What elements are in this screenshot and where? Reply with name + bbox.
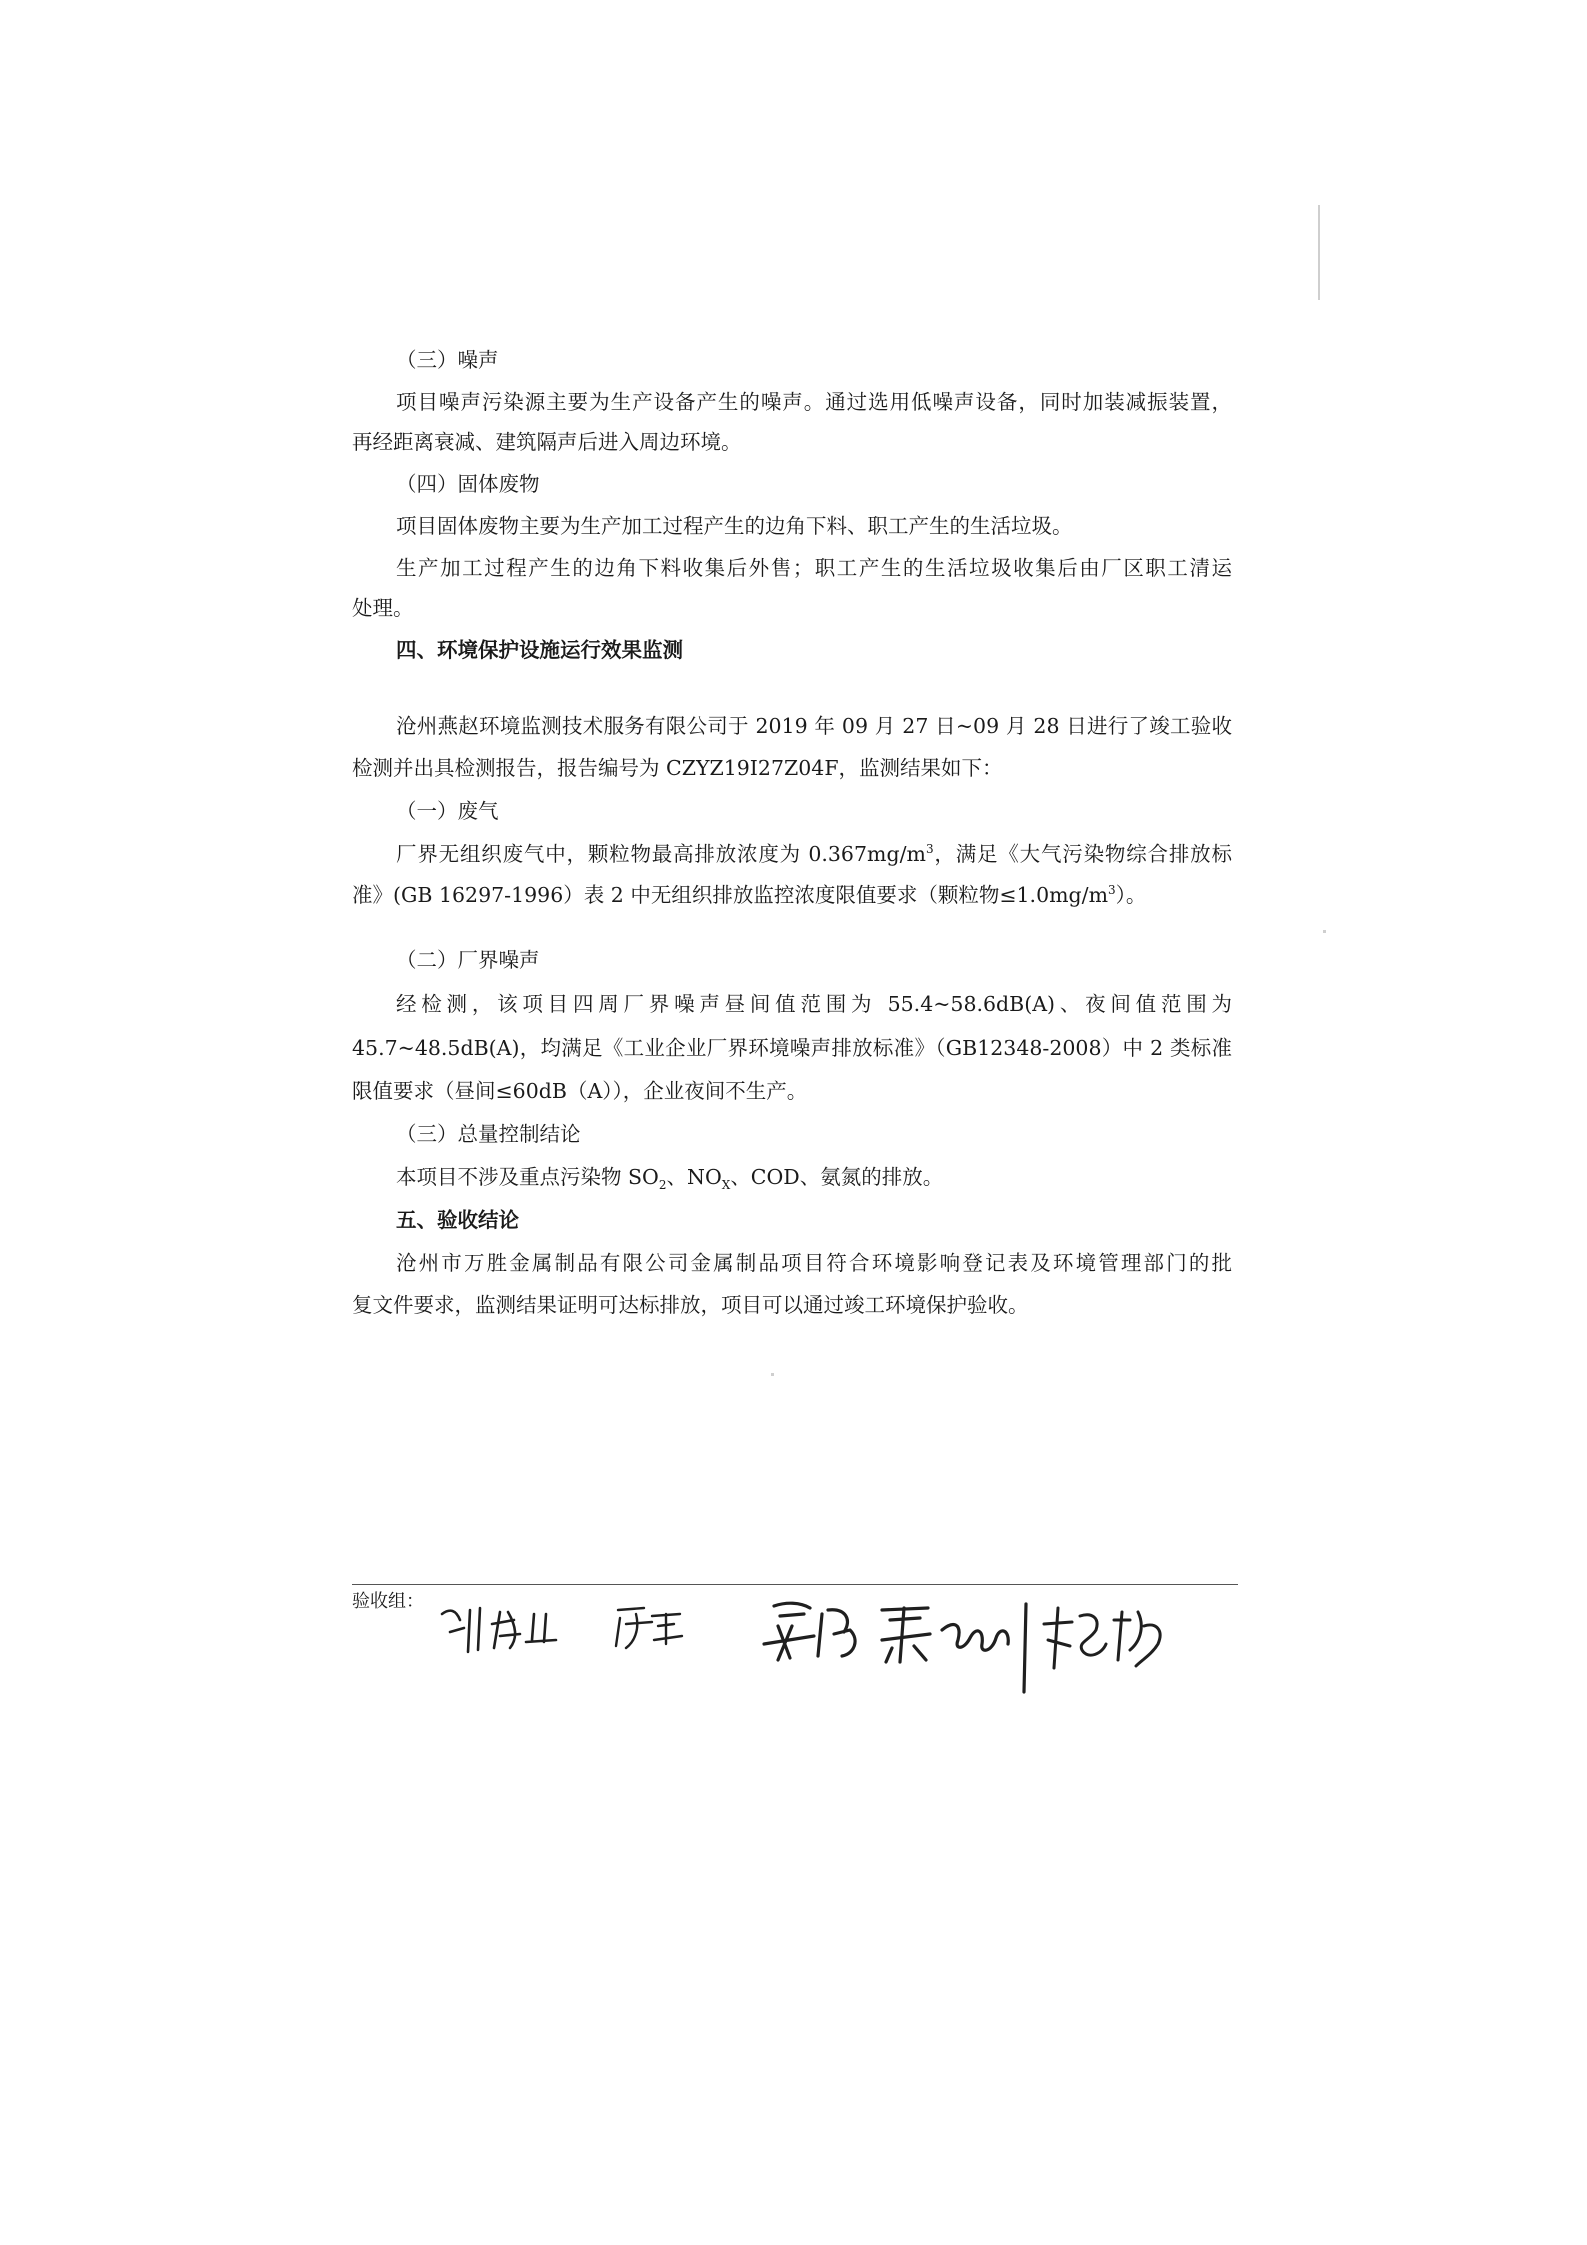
section-4-heading: 四、环境保护设施运行效果监测: [396, 638, 683, 662]
section-5-heading: 五、验收结论: [396, 1208, 519, 1232]
heading-waste-gas: （一）废气: [396, 799, 499, 823]
handwritten-signatures: [430, 1590, 1210, 1700]
boundary-noise-line-3: 限值要求（昼间≤60dB（A）），企业夜间不生产。: [352, 1079, 808, 1103]
monitoring-paragraph-line-1: 沧州燕赵环境监测技术服务有限公司于 2019 年 09 月 27 日~09 月 28 日进行了竣工验收: [396, 714, 1232, 738]
heading-noise: （三）噪声: [396, 348, 499, 372]
boundary-noise-line-1: 经检测，该项目四周厂界噪声昼间值范围为 55.4~58.6dB(A)、夜间值范围为: [396, 992, 1232, 1016]
solid-waste-paragraph-2-line-2: 处理。: [352, 596, 414, 620]
signature-2: [616, 1608, 682, 1648]
heading-solid-waste: （四）固体废物: [396, 472, 540, 496]
boundary-noise-line-2: 45.7~48.5dB(A)，均满足《工业企业厂界环境噪声排放标准》（GB12348-2008）中 2 类标准: [352, 1036, 1232, 1060]
waste-gas-line-1: 厂界无组织废气中，颗粒物最高排放浓度为 $0.367mg/m^3$，满足《大气污染物综合排放标: [396, 842, 1232, 866]
scan-speck: [771, 1373, 774, 1376]
solid-waste-paragraph-2-line-1: 生产加工过程产生的边角下料收集后外售；职工产生的生活垃圾收集后由厂区职工清运: [396, 556, 1232, 580]
acceptance-group-label: 验收组：: [352, 1591, 424, 1612]
heading-total-control: （三）总量控制结论: [396, 1122, 581, 1146]
signature-5: [1044, 1608, 1160, 1668]
heading-boundary-noise: （二）厂界噪声: [396, 948, 540, 972]
noise-paragraph-line-2: 再经距离衰减、建筑隔声后进入周边环境。: [352, 430, 742, 454]
scan-edge-mark: [1318, 205, 1320, 300]
signature-4: [882, 1604, 1026, 1692]
noise-paragraph-line-1: 项目噪声污染源主要为生产设备产生的噪声。通过选用低噪声设备，同时加装减振装置，: [396, 390, 1232, 414]
signature-1: [442, 1608, 556, 1652]
signature-rule: [352, 1584, 1238, 1585]
signature-3: [764, 1603, 855, 1660]
scan-speck: [1323, 930, 1326, 933]
solid-waste-paragraph-1: 项目固体废物主要为生产加工过程产生的边角下料、职工产生的生活垃圾。: [396, 514, 1073, 538]
waste-gas-line-2: 准》(GB 16297-1996）表 2 中无组织排放监控浓度限值要求（颗粒物$\le 1.0mg/m^3$）。: [352, 883, 1147, 907]
conclusion-line-2: 复文件要求，监测结果证明可达标排放，项目可以通过竣工环境保护验收。: [352, 1293, 1029, 1317]
conclusion-line-1: 沧州市万胜金属制品有限公司金属制品项目符合环境影响登记表及环境管理部门的批: [396, 1251, 1232, 1275]
monitoring-paragraph-line-2: 检测并出具检测报告，报告编号为 CZYZ19I27Z04F，监测结果如下：: [352, 756, 1003, 780]
total-control-paragraph: 本项目不涉及重点污染物 $SO_2$、$NO_X$、COD、氨氮的排放。: [396, 1165, 944, 1193]
